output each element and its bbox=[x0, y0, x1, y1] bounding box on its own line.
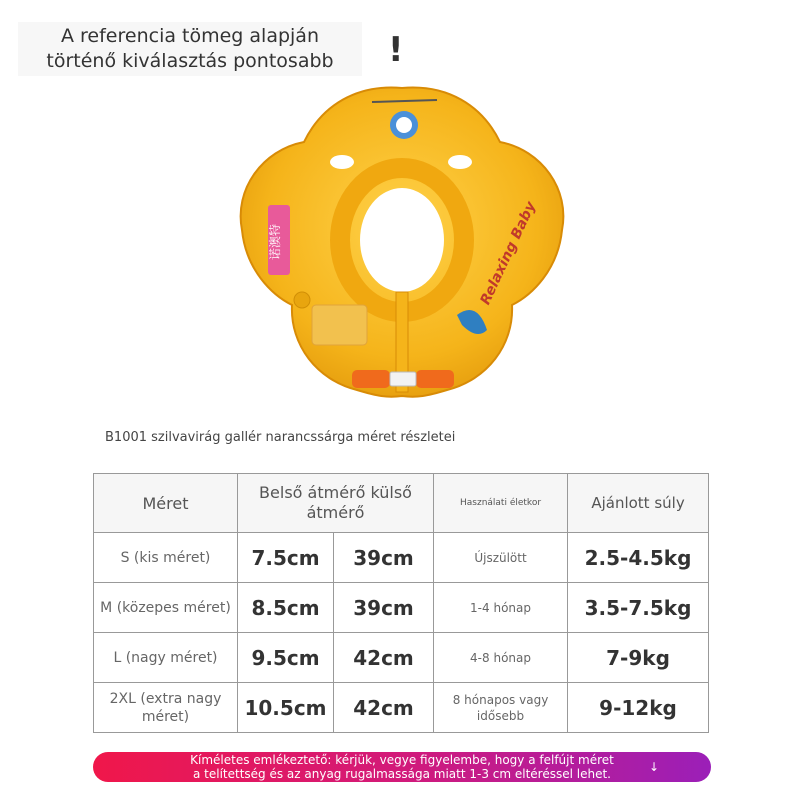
cell-age: 8 hónapos vagy idősebb bbox=[434, 683, 568, 733]
table-row bbox=[94, 533, 709, 583]
table-row bbox=[94, 583, 709, 633]
cell-size: S (kis méret) bbox=[94, 533, 238, 583]
cell-age: 1-4 hónap bbox=[434, 583, 568, 633]
brand-badge: 诺澳特 bbox=[268, 223, 282, 261]
header-size: Méret bbox=[94, 474, 238, 533]
cell-inner-diameter: 10.5cm bbox=[238, 683, 334, 733]
cell-age: Újszülött bbox=[434, 533, 568, 583]
header-diameter: Belső átmérő külső átmérő bbox=[238, 474, 434, 533]
cell-weight: 9-12kg bbox=[568, 683, 709, 733]
exclamation-mark: ! bbox=[388, 30, 404, 70]
cell-size: 2XL (extra nagy méret) bbox=[94, 683, 238, 733]
reference-note-line1: A referencia tömeg alapján bbox=[61, 25, 319, 47]
cell-size: L (nagy méret) bbox=[94, 633, 238, 683]
cell-weight: 7-9kg bbox=[568, 633, 709, 683]
reference-note bbox=[18, 22, 362, 76]
table-header-row bbox=[94, 474, 709, 533]
header-weight: Ajánlott súly bbox=[568, 474, 709, 533]
cell-inner-diameter: 7.5cm bbox=[238, 533, 334, 583]
table-row bbox=[94, 683, 709, 733]
cell-inner-diameter: 9.5cm bbox=[238, 633, 334, 683]
cell-age: 4-8 hónap bbox=[434, 633, 568, 683]
product-caption: B1001 szilvavirág gallér narancssárga méret részletei bbox=[105, 430, 456, 445]
reminder-line2: a telítettség és az anyag rugalmassága miatt 1-3 cm eltéréssel lehet. bbox=[192, 767, 611, 781]
size-table bbox=[93, 473, 709, 733]
cell-outer-diameter: 39cm bbox=[334, 583, 434, 633]
table-row bbox=[94, 633, 709, 683]
reference-note-line2: történő kiválasztás pontosabb bbox=[46, 50, 334, 72]
reminder-line1: Kíméletes emlékeztető: kérjük, vegye figyelembe, hogy a felfújt méret bbox=[190, 753, 614, 767]
cell-outer-diameter: 42cm bbox=[334, 683, 434, 733]
cell-weight: 3.5-7.5kg bbox=[568, 583, 709, 633]
product-image bbox=[232, 80, 572, 414]
header-age: Használati életkor bbox=[434, 474, 568, 533]
arrow-down-icon: ↓ bbox=[648, 760, 659, 774]
print-text: Relaxing Baby bbox=[477, 199, 540, 308]
reminder-banner bbox=[93, 752, 711, 782]
cell-weight: 2.5-4.5kg bbox=[568, 533, 709, 583]
cell-outer-diameter: 39cm bbox=[334, 533, 434, 583]
cell-inner-diameter: 8.5cm bbox=[238, 583, 334, 633]
cell-outer-diameter: 42cm bbox=[334, 633, 434, 683]
cell-size: M (közepes méret) bbox=[94, 583, 238, 633]
